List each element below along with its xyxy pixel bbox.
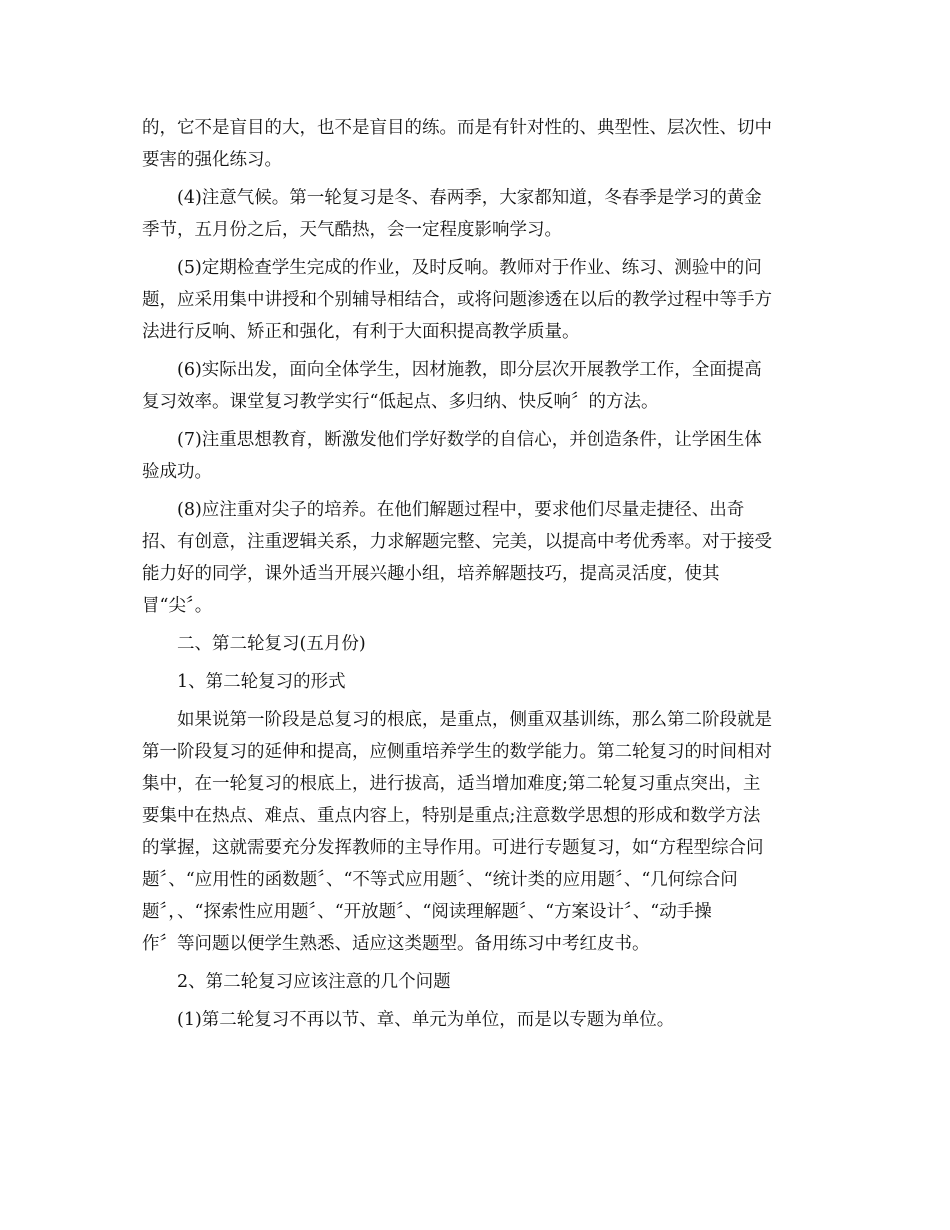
paragraph-second-round-form	[142, 704, 812, 960]
text-line: (7)注重思想教育，断激发他们学好数学的自信心，并创造条件，让学困生体	[177, 430, 762, 450]
text-line: (4)注意气候。第一轮复习是冬、春两季，大家都知道，冬春季是学习的黄金	[177, 188, 762, 208]
subsection-title: 1、第二轮复习的形式	[177, 672, 346, 692]
text-line: 季节，五月份之后，天气酷热，会一定程度影响学习。	[142, 220, 562, 240]
section-title: 二、第二轮复习(五月份)	[177, 634, 366, 654]
text-line: 招、有创意，注重逻辑关系，力求解题完整、完美，以提高中考优秀率。对于接受	[142, 532, 772, 552]
text-line: (8)应注重对尖子的培养。在他们解题过程中，要求他们尽量走捷径、出奇	[177, 500, 745, 520]
text-line: 复习效率。课堂复习教学实行“低起点、多归纳、快反响〞的方法。	[142, 392, 659, 412]
text-line: 法进行反响、矫正和强化，有利于大面积提高教学质量。	[142, 322, 580, 342]
text-line: 验成功。	[142, 462, 212, 482]
paragraph-item-6	[142, 354, 812, 418]
section-heading	[142, 628, 812, 660]
text-line: 作〞等问题以便学生熟悉、适应这类题型。备用练习中考红皮书。	[142, 934, 650, 954]
text-line: (1)第二轮复习不再以节、章、单元为单位，而是以专题为单位。	[177, 1010, 675, 1030]
text-line: 要集中在热点、难点、重点内容上，特别是重点;注意数学思想的形成和数学方法	[142, 806, 761, 826]
paragraph-continuation	[142, 112, 812, 176]
text-line: 如果说第一阶段是总复习的根底，是重点，侧重双基训练，那么第二阶段就是	[177, 710, 772, 730]
text-line: 题〞、“应用性的函数题〞、“不等式应用题〞、“统计类的应用题〞、“几何综合问	[142, 870, 738, 890]
text-line: 要害的强化练习。	[142, 150, 282, 170]
text-line: 题，应采用集中讲授和个别辅导相结合，或将问题渗透在以后的教学过程中等手方	[142, 290, 772, 310]
text-line: 的掌握，这就需要充分发挥教师的主导作用。可进行专题复习，如“方程型综合问	[142, 838, 764, 858]
paragraph-item-4	[142, 182, 812, 246]
document-body	[142, 112, 812, 1042]
subsection-heading	[142, 666, 812, 698]
text-line: 的，它不是盲目的大，也不是盲目的练。而是有针对性的、典型性、层次性、切中	[142, 118, 772, 138]
text-line: 冒“尖〞。	[142, 596, 213, 616]
text-line: 第一阶段复习的延伸和提高，应侧重培养学生的数学能力。第二轮复习的时间相对	[142, 742, 772, 762]
subsection-heading	[142, 966, 812, 998]
text-line: (5)定期检查学生完成的作业，及时反响。教师对于作业、练习、测验中的问	[177, 258, 762, 278]
text-line: 能力好的同学，课外适当开展兴趣小组，培养解题技巧，提高灵活度，使其	[142, 564, 720, 584]
subsection-title: 2、第二轮复习应该注意的几个问题	[177, 972, 451, 992]
text-line: (6)实际出发，面向全体学生，因材施教，即分层次开展教学工作，全面提高	[177, 360, 762, 380]
paragraph-item-5	[142, 252, 812, 348]
text-line: 题〞，、“探索性应用题〞、“开放题〞、“阅读理解题〞、“方案设计〞、“动手操	[142, 902, 712, 922]
paragraph-item-8	[142, 494, 812, 622]
text-line: 集中，在一轮复习的根底上，进行拔高，适当增加难度;第二轮复习重点突出，主	[142, 774, 761, 794]
paragraph-item-1	[142, 1004, 812, 1036]
paragraph-item-7	[142, 424, 812, 488]
